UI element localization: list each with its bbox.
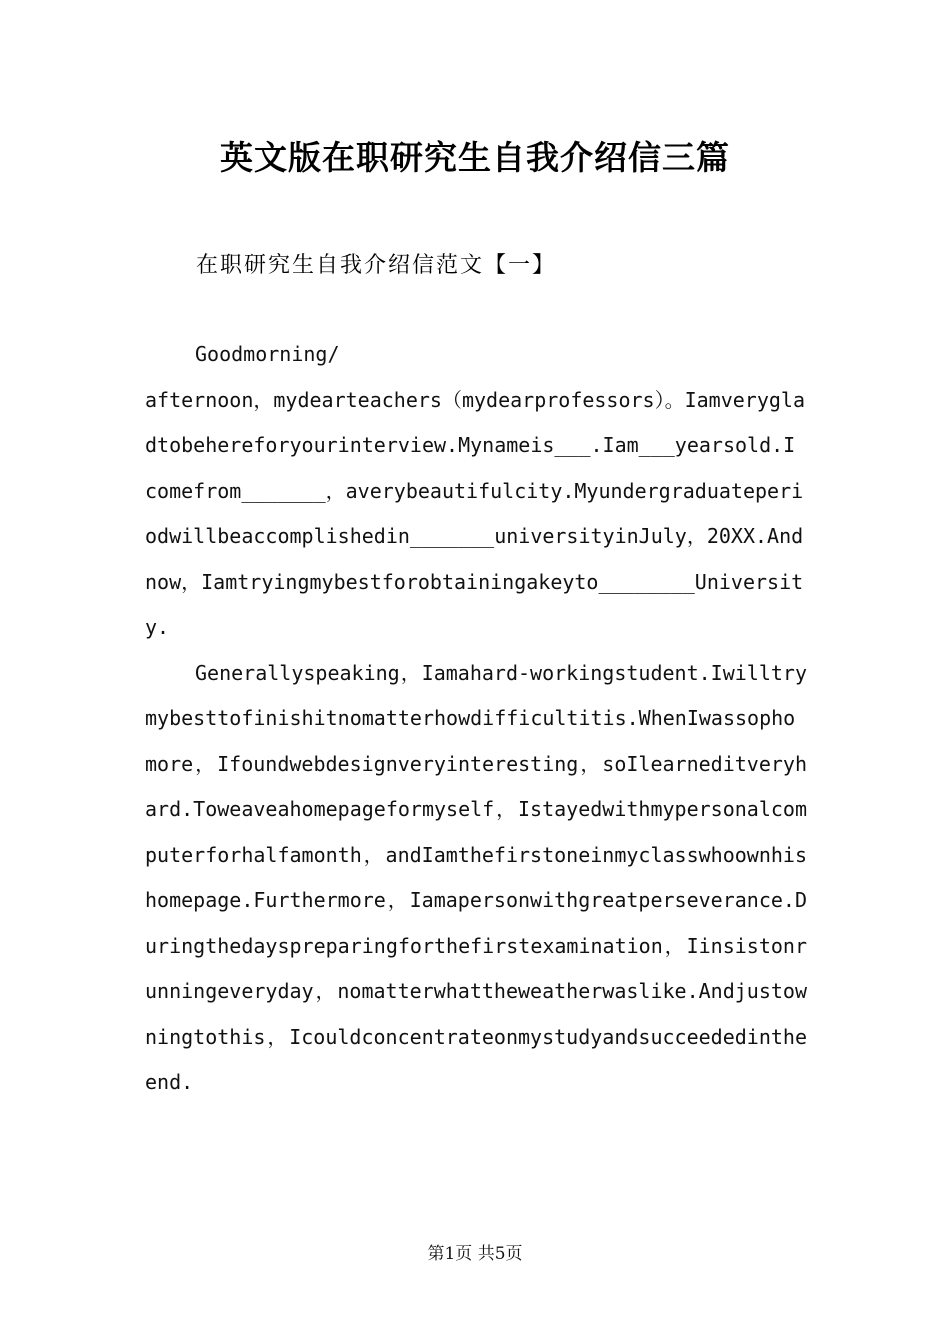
- document-body: [145, 332, 807, 1106]
- paragraph-1-text: afternoon，mydearteachers（mydearprofessors）。Iamverygladtobehereforyourinterview.Mynameis___.Iam___yearsold.Icomefrom_______，averybeautifulcity.Myundergraduateperiodwillbeaccomplishedin_______universityinJuly，20XX.Andnow，Iamtryingmybestforobtainingakeyto________University.: [145, 387, 806, 639]
- paragraph-2-text: Generallyspeaking，Iamahard-workingstudent.Iwilltrymybesttofinishitnomatterhowdifficultitis.WhenIwassophomore，Ifoundwebdesignveryinteresting，soIlearneditveryhard.Toweaveahomepageformyself，Istayedwithmypersonalcomputerforhalfamonth，andIamthefirstoneinmyclasswhoownhishomepage.Furthermore，Iamapersonwithgreatperseverance.Duringthedayspreparingforthefirstexamination，Iinsistonrunningeveryday，nomatterwhattheweatherwaslike.Andjustowningtothis，Icouldconcentrateonmystudyandsucceededintheend.: [145, 660, 807, 1094]
- paragraph-1-first-line: Goodmorning/: [195, 342, 340, 366]
- page-footer: 第1页 共5页: [427, 1244, 523, 1264]
- document-title: 英文版在职研究生自我介绍信三篇: [220, 138, 730, 177]
- section-heading: 在职研究生自我介绍信范文【一】: [196, 253, 557, 278]
